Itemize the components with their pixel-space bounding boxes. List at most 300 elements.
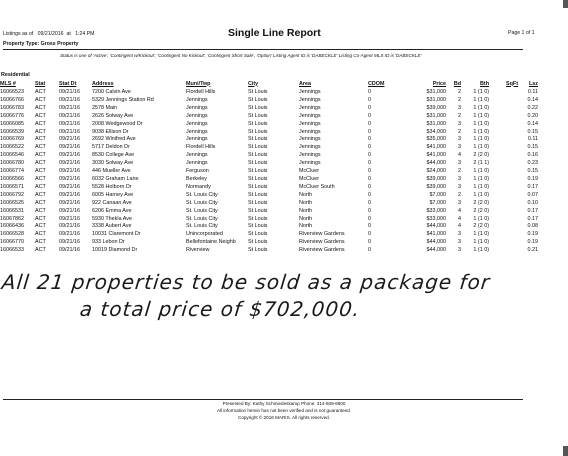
table-cell: 0.19 <box>527 231 538 238</box>
table-cell <box>489 192 518 200</box>
table-cell: 2 (2 0) <box>473 199 489 206</box>
table-cell: $44,000 <box>426 239 446 246</box>
table-cell: 3 <box>458 199 461 206</box>
table-cell: 2 <box>458 112 461 119</box>
table-cell: 3338 Aubert Ave <box>92 223 132 230</box>
table-cell: Ferguson <box>186 168 209 175</box>
table-cell <box>489 200 518 208</box>
table-cell: 3 <box>458 160 461 167</box>
table-cell: Jennings <box>299 120 321 127</box>
table-row <box>0 168 538 176</box>
table-cell: 0 <box>368 223 371 230</box>
table-cell: 0 <box>368 247 371 254</box>
col-price: Price <box>432 80 446 87</box>
table-cell: 16066522 <box>0 144 24 151</box>
table-cell: ACT <box>35 199 46 206</box>
table-cell: St Louis <box>248 183 268 190</box>
col-lsz: Lsz <box>529 80 538 87</box>
table-cell: $39,000 <box>426 183 446 190</box>
table-cell <box>489 152 518 160</box>
table-cell <box>489 121 518 129</box>
table-cell: St Louis <box>248 128 268 135</box>
col-city: City <box>248 80 259 87</box>
table-cell: 1 (1 0) <box>473 231 489 238</box>
table-cell: ACT <box>35 89 46 95</box>
table-cell: 1 (1 0) <box>473 247 489 254</box>
table-cell: St. Louis City <box>186 207 218 214</box>
table-cell: 0.07 <box>527 191 538 198</box>
table-cell: Jennings <box>299 104 321 111</box>
table-cell: ACT <box>35 120 46 127</box>
table-cell: 0.14 <box>527 96 538 103</box>
table-row <box>0 89 538 97</box>
table-cell <box>489 216 518 224</box>
table-cell: 16066571 <box>0 183 24 190</box>
table-cell <box>489 223 518 231</box>
table-cell: 5329 Jennings Station Rd <box>92 96 154 103</box>
table-cell: 0 <box>368 160 371 167</box>
table-cell: 1 (1 0) <box>473 215 489 222</box>
table-cell: 2 (2 0) <box>473 223 489 230</box>
table-cell: ACT <box>35 175 46 182</box>
table-cell: 09/21/16 <box>59 136 80 143</box>
table-cell: St Louis <box>248 223 268 230</box>
table-cell: 5930 Thekla Ave <box>92 215 132 222</box>
table-cell: 2578 Main <box>92 104 118 111</box>
table-cell: 09/21/16 <box>59 191 80 198</box>
table-cell <box>489 208 518 216</box>
table-cell: 4 <box>458 215 461 222</box>
table-cell: 1 (1 0) <box>473 168 489 175</box>
table-cell: St. Louis City <box>186 223 218 230</box>
report-time: 1:24 PM <box>75 31 95 37</box>
listing-table <box>0 80 538 255</box>
table-cell: Riverview Gardens <box>299 239 345 246</box>
table-cell: ACT <box>35 112 46 119</box>
handwritten-note-line1: All 21 properties to be sold as a package for <box>0 270 492 294</box>
table-cell: 0 <box>368 215 371 222</box>
table-row <box>0 121 538 129</box>
table-cell: St Louis <box>248 191 268 198</box>
table-cell: 0.21 <box>527 247 538 254</box>
table-cell: Riverview <box>186 247 210 254</box>
table-cell: 2692 Winifred Ave <box>92 136 136 143</box>
table-cell: 0 <box>368 191 371 198</box>
table-cell: St Louis <box>248 152 268 159</box>
disclaimer: All information herein has not been verified and is not guaranteed. <box>216 408 352 413</box>
table-cell: 09/21/16 <box>59 223 80 230</box>
table-cell: 16066780 <box>0 160 24 167</box>
table-cell: 09/21/16 <box>59 144 80 151</box>
table-cell <box>489 176 518 184</box>
table-row <box>0 152 538 160</box>
table-cell: Jennings <box>299 112 321 119</box>
table-cell <box>489 129 518 137</box>
table-cell: Jennings <box>299 89 321 95</box>
table-row <box>0 129 538 137</box>
table-cell: ACT <box>35 183 46 190</box>
table-cell: 0 <box>368 136 371 143</box>
table-cell: 0 <box>368 89 371 95</box>
table-cell <box>489 231 518 239</box>
table-cell: 09/21/16 <box>59 215 80 222</box>
table-header-row <box>0 80 538 89</box>
table-cell: 1 (1 0) <box>473 136 489 143</box>
table-cell: 16066770 <box>0 239 24 246</box>
table-cell: $41,000 <box>426 231 446 238</box>
report-title: Single Line Report <box>228 27 321 39</box>
table-cell: 0 <box>368 120 371 127</box>
table-cell: 09/21/16 <box>59 247 80 254</box>
table-cell: 4 <box>458 152 461 159</box>
table-cell: ACT <box>35 239 46 246</box>
table-cell: ACT <box>35 215 46 222</box>
table-cell: St Louis <box>248 89 268 95</box>
table-cell: 16066523 <box>0 89 24 95</box>
table-cell: Jennings <box>186 152 208 159</box>
col-address: Address <box>92 80 114 87</box>
table-cell: St Louis <box>248 160 268 167</box>
table-cell: 4 <box>458 223 461 230</box>
table-cell: 922 Canaan Ave <box>92 199 132 206</box>
table-cell: $39,000 <box>426 104 446 111</box>
table-row <box>0 105 538 113</box>
table-cell: 1 (1 0) <box>473 191 489 198</box>
table-cell: $41,000 <box>426 144 446 151</box>
table-cell: 16066769 <box>0 136 24 143</box>
table-cell: Riverview Gardens <box>299 247 345 254</box>
table-cell: 09/21/16 <box>59 175 80 182</box>
table-cell: $41,000 <box>426 152 446 159</box>
table-cell: St Louis <box>248 104 268 111</box>
table-row <box>0 223 538 231</box>
table-cell: St Louis <box>248 215 268 222</box>
table-cell: Jennings <box>299 160 321 167</box>
table-cell: 0.10 <box>527 199 538 206</box>
scan-edge-bottom <box>563 446 568 456</box>
table-cell: $7,000 <box>429 199 446 206</box>
table-cell: Berkeley <box>186 175 207 182</box>
table-row <box>0 97 538 105</box>
table-cell: 2 (2 0) <box>473 207 489 214</box>
report-date: 09/21/2016 <box>37 31 64 37</box>
col-mls: MLS # <box>0 80 16 87</box>
table-cell: 1 (1 0) <box>473 89 489 95</box>
table-cell: 4 <box>458 207 461 214</box>
table-cell: 09/21/16 <box>59 160 80 167</box>
table-cell: St Louis <box>248 199 268 206</box>
table-cell: St Louis <box>248 168 268 175</box>
table-cell: 2 (1 1) <box>473 160 489 167</box>
table-cell: ACT <box>35 207 46 214</box>
table-cell <box>489 247 518 255</box>
table-cell: Jennings <box>186 112 208 119</box>
col-area: Area <box>299 80 311 87</box>
col-muni: Muni/Twp <box>186 80 211 87</box>
table-cell: 3030 Solway Ave <box>92 160 134 167</box>
table-cell: 09/21/16 <box>59 168 80 175</box>
table-cell: 1 (1 0) <box>473 183 489 190</box>
table-row <box>0 208 538 216</box>
table-cell: 2 (2 0) <box>473 152 489 159</box>
table-cell <box>489 239 518 247</box>
table-row <box>0 216 538 224</box>
table-cell: 1 (1 0) <box>473 112 489 119</box>
table-cell: McCluer <box>299 175 320 182</box>
table-cell: 0.17 <box>527 183 538 190</box>
table-cell: 16066774 <box>0 168 24 175</box>
table-cell: 3 <box>458 175 461 182</box>
table-cell: 6032 Graham Lane <box>92 175 139 182</box>
table-cell: McCluer <box>299 168 320 175</box>
table-cell <box>489 89 518 97</box>
table-cell: 0.11 <box>527 89 538 95</box>
table-cell: 0.15 <box>527 144 538 151</box>
table-cell: 16066539 <box>0 128 24 135</box>
table-cell: North <box>299 199 313 206</box>
col-bth: Bth <box>480 80 489 87</box>
col-cdom: CDOM <box>368 80 385 87</box>
table-cell: 1 (1 0) <box>473 120 489 127</box>
table-cell: 6005 Harney Ave <box>92 191 134 198</box>
table-cell: $33,000 <box>426 207 446 214</box>
table-cell: 0.20 <box>527 112 538 119</box>
table-cell: 2008 Wedgewood Dr <box>92 120 143 127</box>
table-cell: $7,000 <box>429 191 446 198</box>
table-cell: St Louis <box>248 239 268 246</box>
table-cell: 16067862 <box>0 215 24 222</box>
listings-as-of-label: Listings as of 09/21/2016 at 1:24 PM <box>3 31 95 37</box>
table-cell: 0 <box>368 104 371 111</box>
table-cell: 3 <box>458 239 461 246</box>
table-cell: 16066436 <box>0 223 24 230</box>
table-cell: 0 <box>368 152 371 159</box>
table-cell: North <box>299 215 313 222</box>
table-cell: $31,000 <box>426 112 446 119</box>
table-cell: ACT <box>35 247 46 254</box>
table-cell <box>489 144 518 152</box>
table-cell: 0 <box>368 128 371 135</box>
table-cell: $31,000 <box>426 96 446 103</box>
table-cell: $39,000 <box>426 175 446 182</box>
table-cell: 1 (1 0) <box>473 96 489 103</box>
table-cell: 9038 Ellison Dr <box>92 128 129 135</box>
table-cell: ACT <box>35 152 46 159</box>
table-cell: $44,000 <box>426 247 446 254</box>
table-cell: ACT <box>35 128 46 135</box>
table-cell: $35,000 <box>426 136 446 143</box>
table-cell: 16066776 <box>0 112 24 119</box>
table-cell: 16066783 <box>0 104 24 111</box>
table-cell: $33,000 <box>426 215 446 222</box>
table-cell <box>489 168 518 176</box>
table-cell <box>489 105 518 113</box>
table-cell: St Louis <box>248 120 268 127</box>
table-cell: 0 <box>368 199 371 206</box>
table-row <box>0 144 538 152</box>
table-cell: 0.15 <box>527 128 538 135</box>
table-cell: 16066528 <box>0 231 24 238</box>
table-cell: 0 <box>368 168 371 175</box>
table-cell: ACT <box>35 144 46 151</box>
table-cell: 16066766 <box>0 96 24 103</box>
table-cell: 09/21/16 <box>59 207 80 214</box>
table-cell: 0.19 <box>527 175 538 182</box>
table-cell: 0.15 <box>527 168 538 175</box>
table-cell: $24,000 <box>426 168 446 175</box>
table-cell: 09/21/16 <box>59 152 80 159</box>
table-cell: 0 <box>368 112 371 119</box>
table-cell: $44,000 <box>426 223 446 230</box>
table-cell: $44,000 <box>426 160 446 167</box>
table-cell: 2 <box>458 128 461 135</box>
table-cell: 1 (1 0) <box>473 128 489 135</box>
table-cell: Flordell Hills <box>186 144 216 151</box>
table-cell: St Louis <box>248 112 268 119</box>
table-cell: 446 Mueller Ave <box>92 168 131 175</box>
table-cell <box>489 184 518 192</box>
table-row <box>0 247 538 255</box>
table-cell: 5528 Holborn Dr <box>92 183 132 190</box>
table-cell: 16066533 <box>0 247 24 254</box>
table-cell: 2 <box>458 168 461 175</box>
table-cell: Jennings <box>299 128 321 135</box>
table-cell: 1 (1 0) <box>473 144 489 151</box>
table-cell: $34,000 <box>426 128 446 135</box>
table-cell: Jennings <box>186 96 208 103</box>
table-cell: 0.23 <box>527 160 538 167</box>
table-row <box>0 192 538 200</box>
table-cell: St Louis <box>248 175 268 182</box>
table-cell <box>489 136 518 144</box>
table-cell: St Louis <box>248 144 268 151</box>
table-cell: St Louis <box>248 247 268 254</box>
table-cell: Jennings <box>299 136 321 143</box>
table-row <box>0 184 538 192</box>
table-cell <box>489 113 518 121</box>
table-cell: 3 <box>458 144 461 151</box>
table-cell: 16066546 <box>0 152 24 159</box>
col-stat: Stat <box>35 80 46 87</box>
table-cell: 0 <box>368 207 371 214</box>
table-row <box>0 231 538 239</box>
table-cell: 0.17 <box>527 215 538 222</box>
section-residential: Residential <box>1 72 30 78</box>
table-cell: Jennings <box>299 144 321 151</box>
table-cell: 0.11 <box>527 136 538 143</box>
table-cell: 0 <box>368 239 371 246</box>
table-cell: 1 (1 0) <box>473 239 489 246</box>
col-bd: Bd <box>453 80 461 87</box>
table-cell: St Louis <box>248 231 268 238</box>
table-cell: Jennings <box>186 120 208 127</box>
table-cell: Jennings <box>186 104 208 111</box>
table-cell: North <box>299 191 313 198</box>
table-cell: 0.14 <box>527 120 538 127</box>
table-cell: 0.22 <box>527 104 538 111</box>
table-cell: ACT <box>35 168 46 175</box>
table-cell: 933 Lebon Dr <box>92 239 125 246</box>
table-cell: 1 (1 0) <box>473 104 489 111</box>
table-cell: St. Louis City <box>186 215 218 222</box>
handwritten-note-line2: a total price of $702,000. <box>78 297 362 321</box>
table-cell: 16066531 <box>0 207 24 214</box>
table-cell: 1 (1 0) <box>473 175 489 182</box>
table-cell: Bellefontaine Neighb <box>186 239 236 246</box>
property-type: Property Type: Gross Property <box>3 41 79 47</box>
table-cell: 09/21/16 <box>59 183 80 190</box>
table-cell: $31,000 <box>426 120 446 127</box>
table-cell: McCluer South <box>299 183 335 190</box>
table-row <box>0 113 538 121</box>
table-cell: St Louis <box>248 136 268 143</box>
table-cell: Jennings <box>186 160 208 167</box>
table-cell: ACT <box>35 231 46 238</box>
col-sqft: SqFt <box>506 80 518 87</box>
copyright: Copyright © 2016 MARIS. All rights reserved. <box>238 415 330 420</box>
table-cell: North <box>299 223 313 230</box>
table-cell: 0 <box>368 175 371 182</box>
table-cell: $31,000 <box>426 89 446 95</box>
table-row <box>0 239 538 247</box>
table-row <box>0 200 538 208</box>
table-cell: 09/21/16 <box>59 96 80 103</box>
table-cell: 16066525 <box>0 199 24 206</box>
table-cell: 0 <box>368 144 371 151</box>
table-cell: 6206 Emma Ave <box>92 207 132 214</box>
table-cell: ACT <box>35 160 46 167</box>
table-cell: 3 <box>458 183 461 190</box>
table-cell: 2 <box>458 89 461 95</box>
table-cell: 3 <box>458 136 461 143</box>
col-stat-dt: Stat Dt <box>59 80 77 87</box>
table-cell: St Louis <box>248 96 268 103</box>
table-cell: 2 <box>458 96 461 103</box>
search-criteria: Status is one of 'Active', 'Contingent w/Kickout', 'Contingent No Kickout', 'Contingent Short Sale', 'Option' Listing Agent ID is 'DABECKLE' Listing Co-Agent MLS ID is 'DABECKLE' <box>60 53 422 58</box>
table-cell: 0.08 <box>527 223 538 230</box>
table-cell: ACT <box>35 191 46 198</box>
header-divider <box>3 49 523 50</box>
presented-by: Presented By: Kathy Schmiedeskamp Phone: 314-609-6600 <box>222 401 346 406</box>
table-cell: 3 <box>458 231 461 238</box>
table-cell: 09/21/16 <box>59 104 80 111</box>
table-cell: North <box>299 207 313 214</box>
table-cell: Jennings <box>299 152 321 159</box>
table-cell: 09/21/16 <box>59 89 80 95</box>
table-cell: 5717 Deldon Dr <box>92 144 130 151</box>
table-cell: 3 <box>458 247 461 254</box>
table-cell: 09/21/16 <box>59 128 80 135</box>
table-cell: 09/21/16 <box>59 199 80 206</box>
table-cell: Jennings <box>299 96 321 103</box>
table-row <box>0 160 538 168</box>
table-cell <box>489 160 518 168</box>
footer-divider <box>3 399 523 400</box>
table-cell: St. Louis City <box>186 199 218 206</box>
table-cell: Flordell Hills <box>186 89 216 95</box>
table-cell: 0 <box>368 231 371 238</box>
table-cell: 09/21/16 <box>59 120 80 127</box>
table-cell: ACT <box>35 136 46 143</box>
table-cell: 16066085 <box>0 120 24 127</box>
table-cell: 10019 Diamond Dr <box>92 247 138 254</box>
table-cell: 0 <box>368 183 371 190</box>
table-cell: 09/21/16 <box>59 239 80 246</box>
table-cell: 16066566 <box>0 175 24 182</box>
table-cell <box>489 97 518 105</box>
table-cell: 3 <box>458 120 461 127</box>
table-cell: ACT <box>35 96 46 103</box>
